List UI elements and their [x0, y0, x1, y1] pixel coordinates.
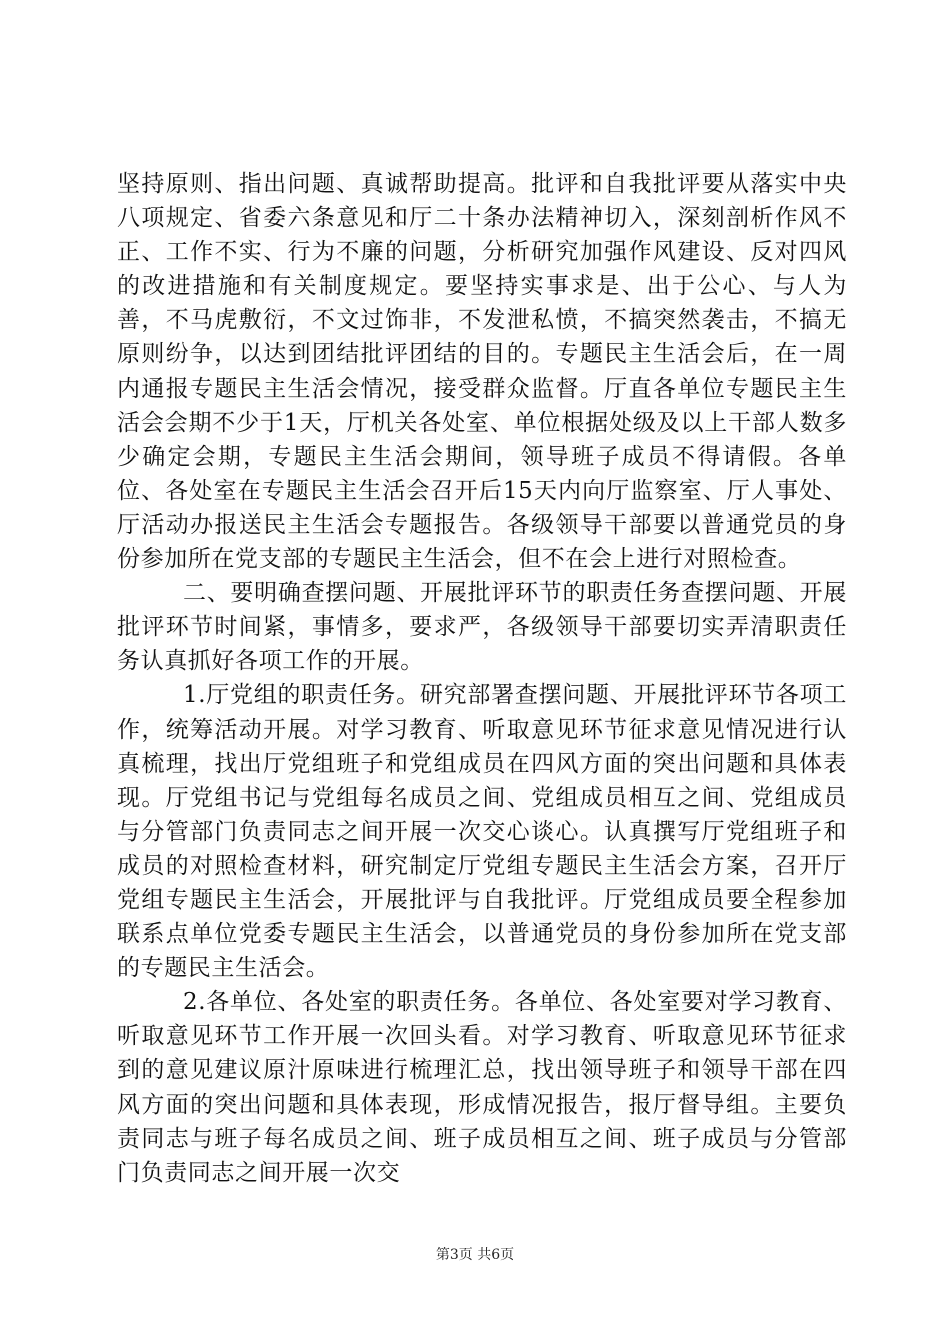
page-number-footer: 第3页 共6页	[435, 1247, 515, 1263]
paragraph-section-two: 二、要明确查摆问题、开展批评环节的职责任务查摆问题、开展批评环节时间紧，事情多，要求严，各级领导干部要切实弄清职责任务认真抓好各项工作的开展。	[117, 580, 847, 675]
document-body	[117, 167, 847, 1190]
paragraph-continuation: 坚持原则、指出问题、真诚帮助提高。批评和自我批评要从落实中央八项规定、省委六条意见和厅二十条办法精神切入，深刻剖析作风不正、工作不实、行为不廉的问题，分析研究加强作风建设、反对四风的改进措施和有关制度规定。要坚持实事求是、出于公心、与人为善，不马虎敷衍，不文过饰非，不发泄私愤，不搞突然袭击，不搞无原则纷争，以达到团结批评团结的目的。专题民主生活会后，在一周内通报专题民主生活会情况，接受群众监督。厅直各单位专题民主生活会会期不少于1天，厅机关各处室、单位根据处级及以上干部人数多少确定会期，专题民主生活会期间，领导班子成员不得请假。各单位、各处室在专题民主生活会召开后15天内向厅监察室、厅人事处、厅活动办报送民主生活会专题报告。各级领导干部要以普通党员的身份参加所在党支部的专题民主生活会，但不在会上进行对照检查。	[117, 171, 847, 573]
paragraph-item-two: 2.各单位、各处室的职责任务。各单位、各处室要对学习教育、听取意见环节工作开展一次回头看。对学习教育、听取意见环节征求到的意见建议原汁原味进行梳理汇总，找出领导班子和领导干部在四风方面的突出问题和具体表现，形成情况报告，报厅督导组。主要负责同志与班子每名成员之间、班子成员相互之间、班子成员与分管部门负责同志之间开展一次交	[117, 989, 847, 1186]
paragraph-item-one: 1.厅党组的职责任务。研究部署查摆问题、开展批评环节各项工作，统筹活动开展。对学习教育、听取意见环节征求意见情况进行认真梳理，找出厅党组班子和党组成员在四风方面的突出问题和具体表现。厅党组书记与党组每名成员之间、党组成员相互之间、党组成员与分管部门负责同志之间开展一次交心谈心。认真撰写厅党组班子和成员的对照检查材料，研究制定厅党组专题民主生活会方案，召开厅党组专题民主生活会，开展批评与自我批评。厅党组成员要全程参加联系点单位党委专题民主生活会，以普通党员的身份参加所在党支部的专题民主生活会。	[117, 682, 847, 982]
